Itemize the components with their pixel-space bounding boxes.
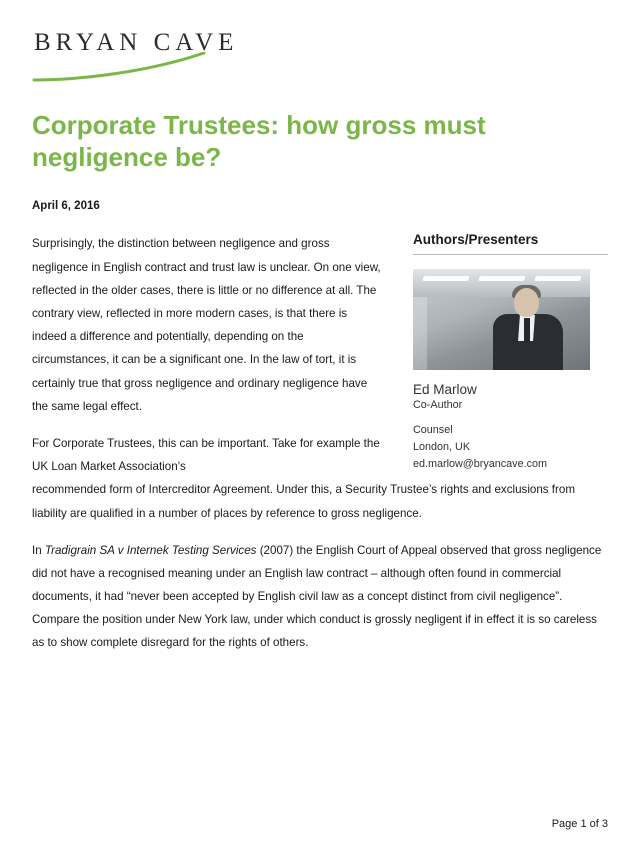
- page-title: Corporate Trustees: how gross must negligence be?: [32, 110, 486, 172]
- author-role: Co-Author: [413, 399, 463, 412]
- brand-swoosh-icon: [32, 52, 207, 82]
- portrait-figure-head: [514, 288, 539, 317]
- paragraph-2-part-2: recommended form of Intercreditor Agreement. Under this, a Security Trustee’s rights and exclusions from liability are qualified in a number of places by reference to gross negligence.: [32, 483, 575, 520]
- author-title: Counsel: [413, 424, 453, 437]
- authors-panel-heading: Authors/Presenters: [413, 232, 608, 255]
- portrait-light: [534, 276, 582, 281]
- paragraph-3-lead: In: [32, 543, 45, 557]
- body-full-width: [32, 478, 608, 654]
- case-citation: Tradigrain SA v Internek Testing Services: [44, 543, 257, 557]
- paragraph-3-rest: (2007) the English Court of Appeal observed that gross negligence did not have a recognised meaning under an English law contract – although often found in commercial documents, it had “never been accepted by English civil law as a concept distinct from civil negligence”. Compare the position under New York law, under which conduct is grossly negligent if in effect it is so careless as to show complete disregard for the rights of others.: [32, 543, 602, 650]
- brand-logo: [32, 30, 608, 82]
- portrait-light: [422, 276, 470, 281]
- brand-logo-text: BRYAN CAVE: [34, 29, 239, 56]
- page-number: Page 1 of 3: [551, 818, 608, 830]
- document-content: [32, 232, 608, 654]
- portrait-ceiling: [413, 269, 590, 297]
- portrait-light: [478, 276, 526, 281]
- paragraph-2-part-1: For Corporate Trustees, this can be important. Take for example the UK Loan Market Association’s: [32, 436, 380, 474]
- authors-panel: [413, 232, 608, 472]
- author-location: London, UK: [413, 441, 471, 454]
- publish-date: April 6, 2016: [32, 200, 100, 213]
- paragraph-1: Surprisingly, the distinction between negligence and gross negligence in English contract and trust law is unclear. On one view, reflected in the older cases, there is little or no difference at all. The contrary view, reflected in more modern cases, is that there is indeed a difference and potentially, depending on the circumstances, it can be a significant one. In the law of tort, it is certainly true that gross negligence and ordinary negligence have the same legal effect.: [32, 237, 381, 413]
- paragraph-3: [32, 539, 608, 655]
- author-name: Ed Marlow: [413, 382, 477, 398]
- document-page: [0, 30, 640, 858]
- author-portrait-image: [413, 269, 590, 370]
- portrait-figure-tie: [524, 318, 530, 342]
- body-column-left: [32, 232, 382, 478]
- author-email[interactable]: ed.marlow@bryancave.com: [413, 457, 547, 470]
